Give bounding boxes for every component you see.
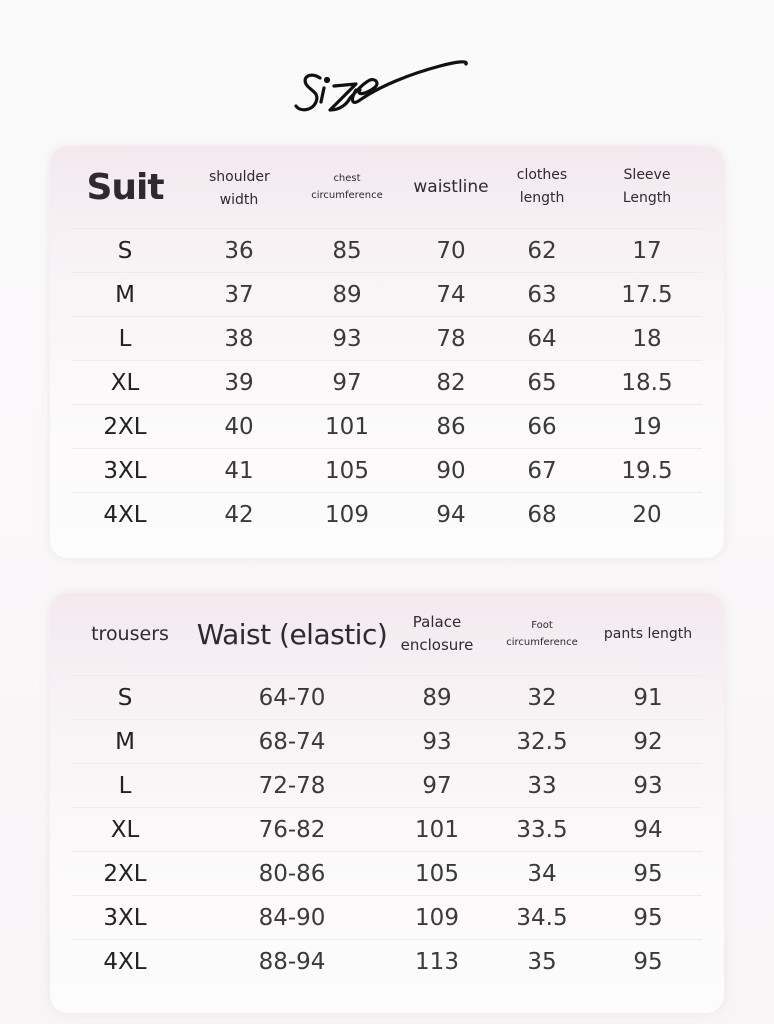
pants-length-cell: 92 xyxy=(633,728,663,755)
palace-enclosure-cell: 105 xyxy=(415,860,459,887)
sleeve-length-cell: 17.5 xyxy=(621,281,673,308)
foot-circumference-cell: 32 xyxy=(527,684,557,711)
trousers-size-table xyxy=(72,593,702,983)
waist-cell: 68-74 xyxy=(258,728,326,755)
waistline-cell: 86 xyxy=(436,413,466,440)
foot-circumference-cell: 34 xyxy=(527,860,557,887)
clothes-length-cell: 67 xyxy=(527,457,557,484)
palace-enclosure-cell: 89 xyxy=(422,684,452,711)
waist-cell: 64-70 xyxy=(258,684,326,711)
shoulder-width-cell: 39 xyxy=(224,369,254,396)
waistline-cell: 90 xyxy=(436,457,466,484)
header-pants-length: pants length xyxy=(603,625,693,642)
header-sleeve-length: Sleeve Length xyxy=(622,167,672,206)
palace-enclosure-cell: 93 xyxy=(422,728,452,755)
size-cell: XL xyxy=(110,369,140,396)
clothes-length-cell: 66 xyxy=(527,413,557,440)
sleeve-length-cell: 19.5 xyxy=(621,457,673,484)
sleeve-length-cell: 19 xyxy=(632,413,662,440)
waist-cell: 80-86 xyxy=(258,860,326,887)
chest-cell: 105 xyxy=(325,457,369,484)
shoulder-width-cell: 42 xyxy=(224,501,254,528)
waist-cell: 72-78 xyxy=(258,772,326,799)
size-cell: 4XL xyxy=(103,948,147,975)
size-cell: L xyxy=(118,772,132,799)
pants-length-cell: 95 xyxy=(633,948,663,975)
clothes-length-cell: 64 xyxy=(527,325,557,352)
chest-cell: 89 xyxy=(332,281,362,308)
size-cell: S xyxy=(117,684,133,711)
foot-circumference-cell: 33 xyxy=(527,772,557,799)
suit-header-label: Suit xyxy=(86,166,164,208)
clothes-length-cell: 62 xyxy=(527,237,557,264)
size-cell: 3XL xyxy=(103,457,147,484)
waistline-cell: 70 xyxy=(436,237,466,264)
waist-cell: 76-82 xyxy=(258,816,326,843)
table-row xyxy=(72,316,702,360)
shoulder-width-cell: 41 xyxy=(224,457,254,484)
pants-length-cell: 94 xyxy=(633,816,663,843)
size-cell: 2XL xyxy=(103,860,147,887)
waist-cell: 84-90 xyxy=(258,904,326,931)
waistline-cell: 78 xyxy=(436,325,466,352)
palace-enclosure-cell: 97 xyxy=(422,772,452,799)
suit-header-row xyxy=(72,146,702,228)
page-title xyxy=(0,40,774,130)
size-cell: 3XL xyxy=(103,904,147,931)
waistline-cell: 94 xyxy=(436,501,466,528)
chest-cell: 85 xyxy=(332,237,362,264)
trousers-size-card xyxy=(50,593,724,1013)
shoulder-width-cell: 40 xyxy=(224,413,254,440)
palace-enclosure-cell: 101 xyxy=(415,816,459,843)
size-cell: L xyxy=(118,325,132,352)
chest-cell: 93 xyxy=(332,325,362,352)
palace-enclosure-cell: 109 xyxy=(415,904,459,931)
header-waist-elastic: Waist (elastic) xyxy=(196,617,388,651)
header-foot-circumference: Foot circumference xyxy=(506,620,578,648)
table-row xyxy=(72,448,702,492)
sleeve-length-cell: 18.5 xyxy=(621,369,673,396)
table-row xyxy=(72,851,702,895)
waist-cell: 88-94 xyxy=(258,948,326,975)
foot-circumference-cell: 32.5 xyxy=(516,728,568,755)
table-row xyxy=(72,939,702,983)
size-script-title xyxy=(290,40,480,125)
pants-length-cell: 91 xyxy=(633,684,663,711)
table-row xyxy=(72,895,702,939)
size-cell: S xyxy=(117,237,133,264)
trousers-header-label: trousers xyxy=(91,623,169,645)
header-waistline: waistline xyxy=(413,177,489,197)
chest-cell: 101 xyxy=(325,413,369,440)
header-shoulder-width: shoulder width xyxy=(209,169,270,208)
sleeve-length-cell: 20 xyxy=(632,501,662,528)
size-cell: M xyxy=(115,281,135,308)
header-chest-circumference: chest circumference xyxy=(311,173,383,201)
pants-length-cell: 95 xyxy=(633,904,663,931)
size-cell: M xyxy=(115,728,135,755)
chest-cell: 109 xyxy=(325,501,369,528)
header-palace-enclosure: Palace enclosure xyxy=(400,613,474,654)
suit-size-card xyxy=(50,146,724,558)
table-row xyxy=(72,492,702,536)
trousers-header-row xyxy=(72,593,702,675)
foot-circumference-cell: 34.5 xyxy=(516,904,568,931)
pants-length-cell: 95 xyxy=(633,860,663,887)
foot-circumference-cell: 33.5 xyxy=(516,816,568,843)
waistline-cell: 74 xyxy=(436,281,466,308)
suit-size-table xyxy=(72,146,702,536)
shoulder-width-cell: 37 xyxy=(224,281,254,308)
table-row xyxy=(72,404,702,448)
size-cell: 4XL xyxy=(103,501,147,528)
sleeve-length-cell: 17 xyxy=(632,237,662,264)
waistline-cell: 82 xyxy=(436,369,466,396)
header-clothes-length: clothes length xyxy=(516,167,568,206)
shoulder-width-cell: 36 xyxy=(224,237,254,264)
table-row xyxy=(72,675,702,719)
clothes-length-cell: 65 xyxy=(527,369,557,396)
table-row xyxy=(72,719,702,763)
table-row xyxy=(72,360,702,404)
chest-cell: 97 xyxy=(332,369,362,396)
foot-circumference-cell: 35 xyxy=(527,948,557,975)
table-row xyxy=(72,272,702,316)
table-row xyxy=(72,763,702,807)
clothes-length-cell: 68 xyxy=(527,501,557,528)
pants-length-cell: 93 xyxy=(633,772,663,799)
shoulder-width-cell: 38 xyxy=(224,325,254,352)
table-row xyxy=(72,228,702,272)
size-cell: XL xyxy=(110,816,140,843)
table-row xyxy=(72,807,702,851)
clothes-length-cell: 63 xyxy=(527,281,557,308)
palace-enclosure-cell: 113 xyxy=(415,948,459,975)
size-cell: 2XL xyxy=(103,413,147,440)
sleeve-length-cell: 18 xyxy=(632,325,662,352)
